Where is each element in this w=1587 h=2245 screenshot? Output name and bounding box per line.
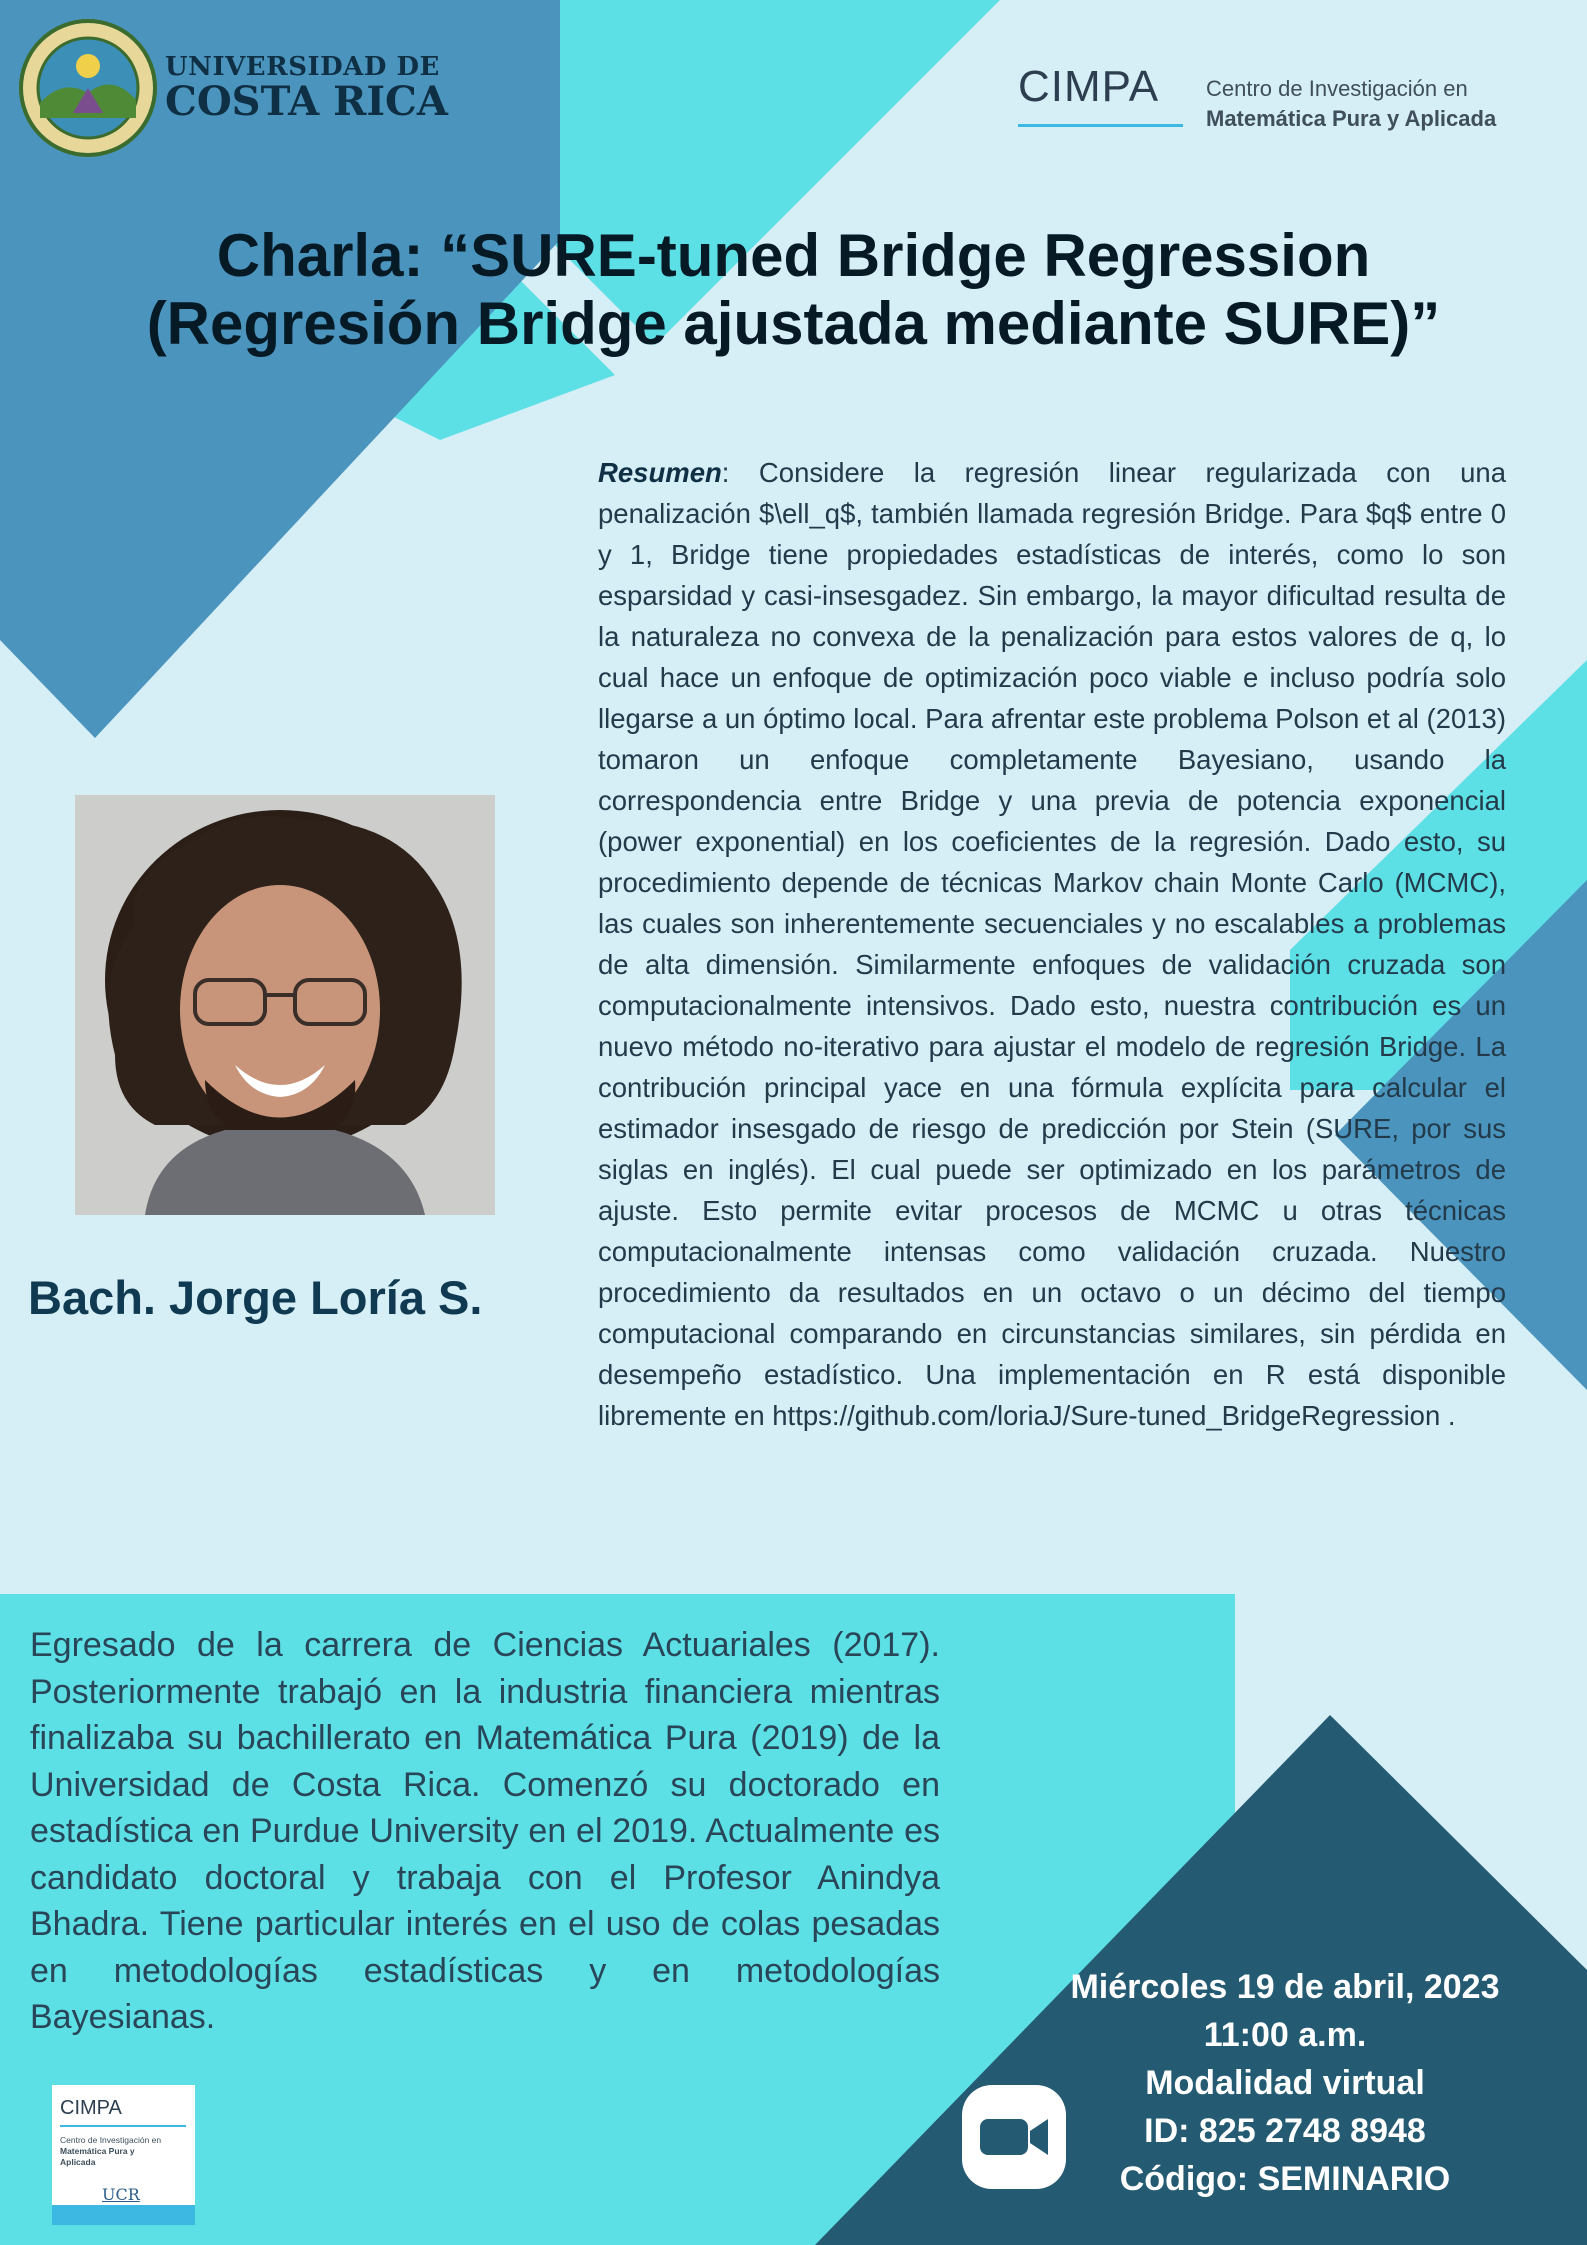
cimpa-small-blue-bar bbox=[52, 2205, 195, 2225]
event-time: 11:00 a.m. bbox=[1203, 2016, 1367, 2054]
ucr-mark: UCR bbox=[102, 2185, 140, 2204]
speaker-bio: Egresado de la carrera de Ciencias Actuariales (2017). Posteriormente trabajó en la industria financiera mientras finalizaba su bachillerato en Matemática Pura (2019) de la Universidad de Costa Rica. Comenzó su doctorado en estadística en Purdue University en el 2019. Actualmente es candidato doctoral y trabaja con el Profesor Anindya Bhadra. Tiene particular interés en el uso de colas pesadas en metodologías estadísticas y en metodologías Bayesianas. bbox=[30, 1626, 940, 2036]
speaker-portrait-illustration bbox=[75, 795, 495, 1215]
zoom-video-icon bbox=[962, 2085, 1066, 2189]
event-mode: Modalidad virtual bbox=[1145, 2064, 1425, 2102]
abstract-text: : Considere la regresión linear regularizada con una penalización $\ell_q$, también llamada regresión Bridge. Para $q$ entre 0 y 1, Bridge tiene propiedades estadísticas de interés, como lo son esparsidad y casi-insesgadez. Sin embargo, la mayor dificultad resulta de la naturaleza no convexa de la penalización para estos valores de q, lo cual hace un enfoque de optimización poco viable e incluso podría solo llegarse a un óptimo local. Para afrentar este problema Polson et al (2013) tomaron un enfoque completamente Bayesiano, usando la correspondencia entre Bridge y una previa de potencia exponencial (power exponential) en los coeficientes de la regresión. Dado esto, su procedimiento depende de técnicas Markov chain Monte Carlo (MCMC), las cuales son inherentemente secuenciales y no escalables a problemas de alta dimensión. Similarmente enfoques de validación cruzada son computacionalmente intensivos. Dado esto, nuestra contribución es un nuevo método no-iterativo para ajustar el modelo de regresión Bridge. La contribución principal yace en una fórmula explícita para calcular el estimador insesgado de riesgo de predicción por Stein (SURE, por sus siglas en inglés). El cual puede ser optimizado en los parámetros de ajuste. Esto permite evitar procesos de MCMC u otras técnicas computacionalmente intensas como validación cruzada. Nuestro procedimiento da resultados en un octavo o un décimo del tiempo computacional comparando en circunstancias similares, sin pérdida en desempeño estadístico. Una implementación en R está disponible libremente en https://github.com/loriaJ/Sure-tuned_BridgeRegression . bbox=[598, 457, 1507, 1431]
cimpa-logo-text bbox=[1206, 74, 1496, 134]
video-camera-icon bbox=[962, 2085, 1066, 2189]
speaker-photo bbox=[75, 795, 495, 1215]
event-meeting-id: ID: 825 2748 8948 bbox=[1144, 2112, 1426, 2150]
university-name bbox=[165, 52, 448, 125]
cimpa-logo-underline bbox=[1018, 124, 1183, 127]
abstract-label: Resumen bbox=[598, 457, 722, 488]
event-date: Miércoles 19 de abril, 2023 bbox=[1070, 1968, 1500, 2006]
cimpa-logo-line1: Centro de Investigación en bbox=[1206, 76, 1468, 101]
cimpa-logo-line2: Matemática Pura y Aplicada bbox=[1206, 106, 1497, 131]
university-name-line1: UNIVERSIDAD DE bbox=[165, 52, 440, 82]
abstract-paragraph bbox=[598, 452, 1506, 1436]
cimpa-small-acronym: CIMPA bbox=[60, 2097, 122, 2119]
ucr-seal-logo bbox=[18, 18, 158, 158]
talk-title bbox=[0, 222, 1587, 358]
speaker-name: Bach. Jorge Loría S. bbox=[28, 1271, 483, 1324]
cimpa-small-text: Centro de Investigación en Matemática Pura y Aplicada bbox=[60, 2135, 162, 2167]
cimpa-ucr-logo bbox=[52, 2085, 195, 2225]
university-name-line2: COSTA RICA bbox=[165, 78, 448, 125]
event-passcode: Código: SEMINARIO bbox=[1119, 2160, 1451, 2198]
cimpa-logo-acronym: CIMPA bbox=[1018, 62, 1160, 111]
talk-title-line2: (Regresión Bridge ajustada mediante SURE)” bbox=[146, 290, 1441, 357]
talk-title-line1: Charla: “SURE-tuned Bridge Regression bbox=[216, 222, 1371, 289]
cimpa-small-divider bbox=[60, 2125, 186, 2127]
event-details bbox=[1020, 1963, 1550, 2203]
